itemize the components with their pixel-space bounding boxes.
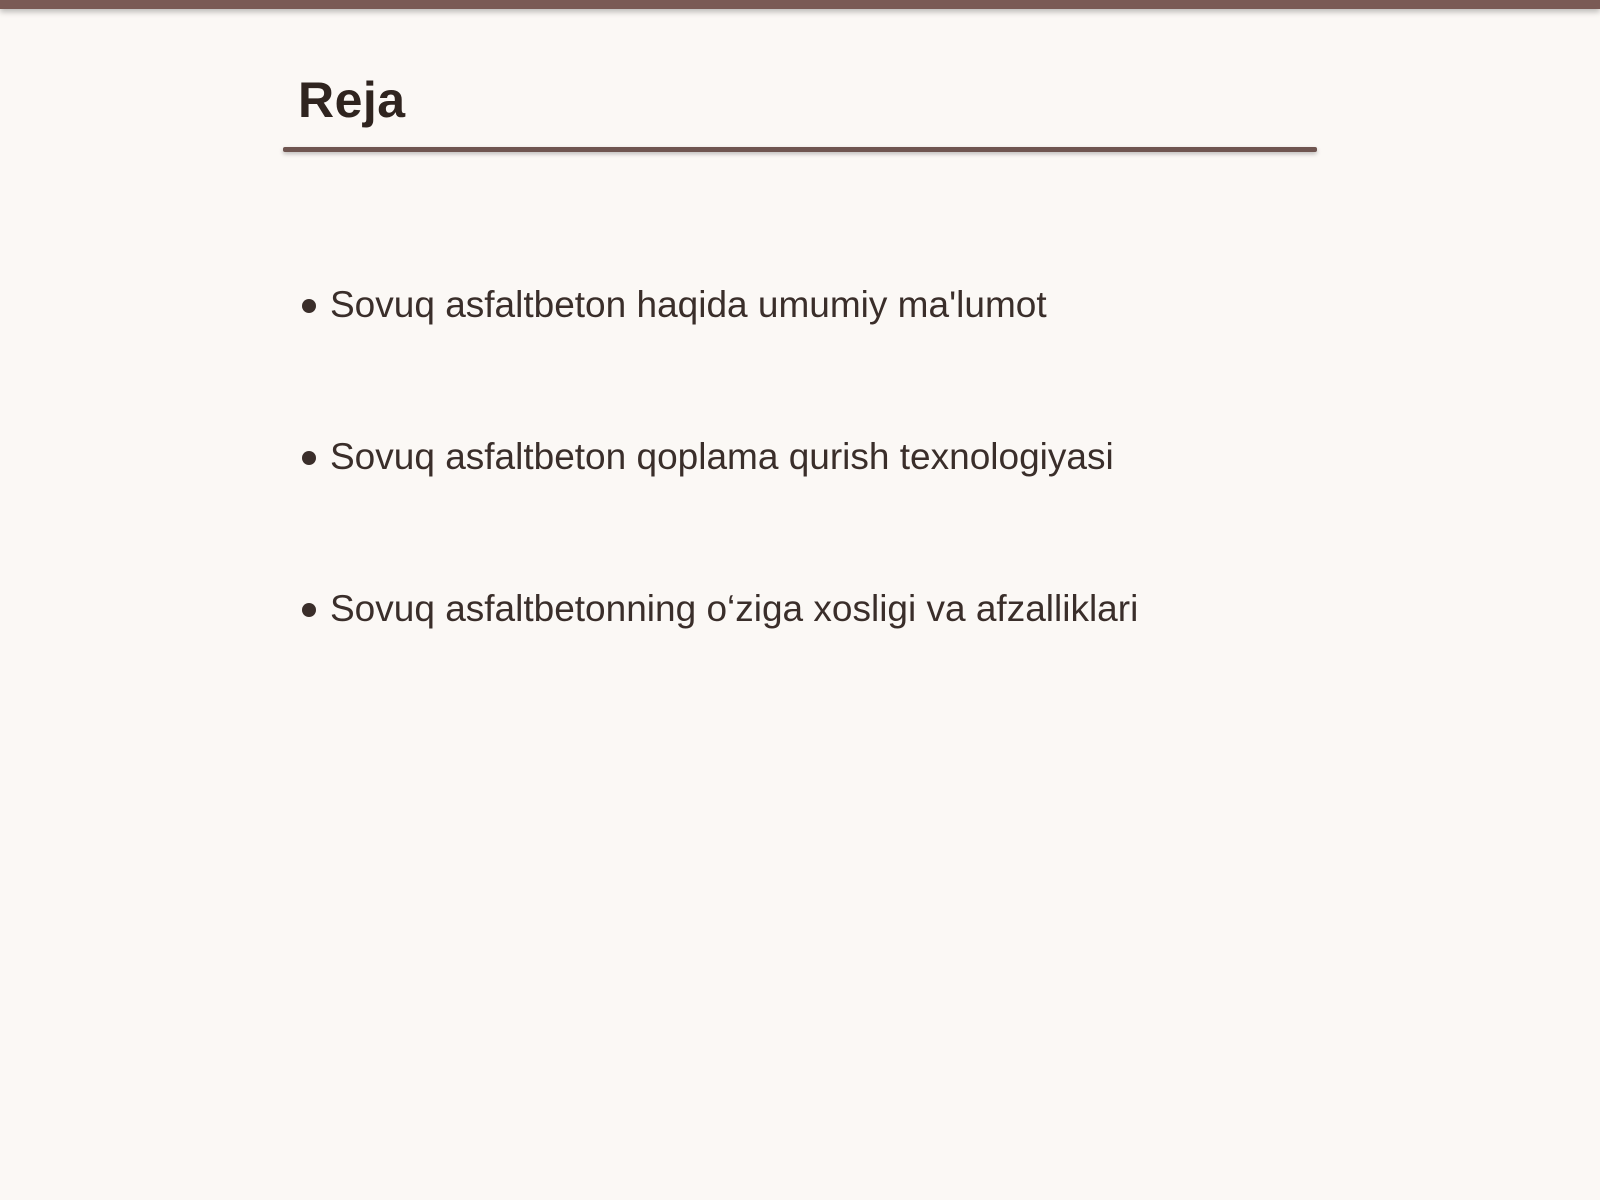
slide-title: Reja bbox=[298, 72, 406, 128]
top-accent-bar bbox=[0, 0, 1600, 9]
list-item-text: Sovuq asfaltbetonning o‘ziga xosligi va afzalliklari bbox=[330, 588, 1139, 629]
list-item-text: Sovuq asfaltbeton haqida umumiy ma'lumot bbox=[330, 284, 1047, 325]
bullet-icon bbox=[302, 451, 316, 465]
list-item bbox=[300, 584, 1138, 736]
title-divider bbox=[283, 147, 1317, 152]
bullet-icon bbox=[302, 299, 316, 313]
list-item bbox=[300, 432, 1138, 584]
bullet-icon bbox=[302, 603, 316, 617]
list-item bbox=[300, 280, 1138, 432]
bullet-list bbox=[300, 280, 1138, 736]
list-item-text: Sovuq asfaltbeton qoplama qurish texnologiyasi bbox=[330, 436, 1114, 477]
